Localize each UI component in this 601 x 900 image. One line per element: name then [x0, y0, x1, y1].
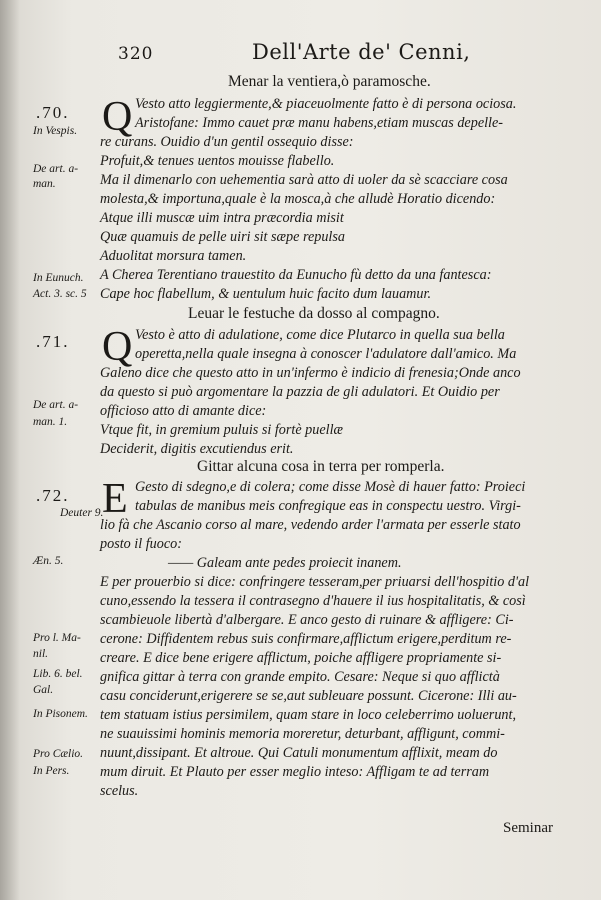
text-line: gnifica gittar à terra con grande empito. Cesare: Neque si quo afflictà	[100, 669, 500, 685]
margin-note: Act. 3. sc. 5	[33, 288, 87, 300]
drop-cap: Q	[102, 94, 133, 140]
text-line: posto il fuoco:	[100, 536, 182, 552]
text-line: Atque illi muscæ uim intra præcordia misit	[100, 210, 344, 226]
text-line: scelus.	[100, 783, 139, 799]
margin-note: man. 1.	[33, 416, 68, 428]
text-line: Vesto atto leggiermente,& piaceuolmente fatto è di persona ociosa.	[135, 96, 517, 112]
margin-note: Gal.	[33, 684, 54, 696]
margin-note: Pro l. Ma-	[33, 632, 81, 644]
text-line: officioso atto di amante dice:	[100, 403, 267, 419]
text-line: cuno,essendo la tessera il contrasegno d'hauere il ius hospitalitatis, & così	[100, 593, 526, 609]
text-line: Ma il dimenarlo con uehementia sarà atto di uoler da sè scacciare cosa	[100, 172, 508, 188]
text-line: Cape hoc flabellum, & uentulum huic facito dum lauamur.	[100, 286, 432, 302]
text-line: tem statuam istius persimilem, quam stare in loco celeberrimo uoluerunt,	[100, 707, 516, 723]
section-heading-72: Gittar alcuna cosa in terra per romperla.	[197, 458, 445, 475]
margin-note: In Vespis.	[33, 125, 78, 137]
text-line: re curans. Ouidio d'un gentil ossequio disse:	[100, 134, 354, 150]
text-line: Deciderit, digitis excutiendus erit.	[100, 441, 294, 457]
catchword: Seminar	[503, 820, 553, 836]
text-line: cerone: Diffidentem rebus suis confirmare,afflictum erigere,perditum re-	[100, 631, 512, 647]
text-line: nuunt,dissipant. Et altroue. Qui Catuli monumentum afflixit, meam do	[100, 745, 498, 761]
drop-cap: E	[102, 476, 128, 522]
text-line: da questo si può argomentare la pazzia de gli adulatori. Et Ouidio per	[100, 384, 500, 400]
text-line: Aristofane: Immo cauet præ manu habens,etiam muscas depelle-	[135, 115, 504, 131]
text-line: molesta,& importuna,quale è la mosca,à che alludè Horatio dicendo:	[100, 191, 496, 207]
text-line: E per prouerbio si dice: confringere tesseram,per priuarsi dell'hospitio d'al	[100, 574, 530, 590]
drop-cap: Q	[102, 324, 133, 370]
text-line: A Cherea Terentiano trauestito da Eunucho fù detto da una fantesca:	[100, 267, 492, 283]
text-line: Vesto è atto di adulatione, come dice Plutarco in quella sua bella	[135, 327, 505, 343]
text-line: tabulas de manibus meis confregique eas in conspectu uestro. Virgi-	[135, 498, 521, 514]
margin-note: De art. a-	[33, 163, 79, 175]
text-line: Quæ quamuis de pelle uiri sit sæpe repulsa	[100, 229, 345, 245]
section-heading-71: Leuar le festuche da dosso al compagno.	[188, 305, 440, 322]
text-line: Galeno dice che questo atto in un'infermo è indicio di frenesia;Onde anco	[100, 365, 521, 381]
margin-note: Deuter 9.	[60, 507, 104, 519]
section-number-71: .71.	[36, 332, 70, 351]
section-number-70: .70.	[36, 103, 70, 122]
margin-note: Lib. 6. bel.	[33, 668, 83, 680]
text-line: Profuit,& tenues uentos mouisse flabello.	[100, 153, 335, 169]
page-number: 320	[118, 44, 154, 64]
text-line: lio fà che Ascanio corso al mare, vedendo arder l'armata per esserle stato	[100, 517, 521, 533]
text-line: casu conciderunt,erigerere se se,aut subleuare possunt. Cicerone: Illi au-	[100, 688, 517, 704]
margin-note: Pro Cælio.	[33, 748, 84, 760]
text-line: —— Galeam ante pedes proiecit inanem.	[168, 555, 402, 571]
margin-note: In Pers.	[33, 765, 70, 777]
text-line: ne suauissimi hominis memoria moreretur, deturbant, affligunt, commi-	[100, 726, 505, 742]
margin-note: De art. a-	[33, 399, 79, 411]
binding-shadow	[0, 0, 20, 900]
margin-note: nil.	[33, 648, 49, 660]
text-line: Aduolitat morsura tamen.	[100, 248, 247, 264]
margin-note: In Eunuch.	[33, 272, 84, 284]
text-line: Vtque fit, in gremium puluis si fortè puellæ	[100, 422, 344, 438]
section-heading-70: Menar la ventiera,ò paramosche.	[228, 73, 431, 90]
running-title: Dell'Arte de' Cenni,	[252, 40, 471, 64]
margin-note: Æn. 5.	[33, 555, 64, 567]
margin-note: In Pisonem.	[33, 708, 88, 720]
text-line: scambieuole libertà d'albergare. E anco gesto di ruinare & affligere: Ci-	[100, 612, 514, 628]
text-line: mum diruit. Et Plauto per esser meglio inteso: Affligam te ad terram	[100, 764, 490, 780]
text-line: operetta,nella quale insegna à conoscer l'adulatore dall'amico. Ma	[135, 346, 517, 362]
text-line: creare. E dice bene erigere afflictum, poiche affligere propriamente si-	[100, 650, 502, 666]
margin-note: man.	[33, 178, 56, 190]
section-number-72: .72.	[36, 486, 70, 505]
text-line: Gesto di sdegno,e di colera; come disse Mosè di hauer fatto: Proieci	[135, 479, 526, 495]
